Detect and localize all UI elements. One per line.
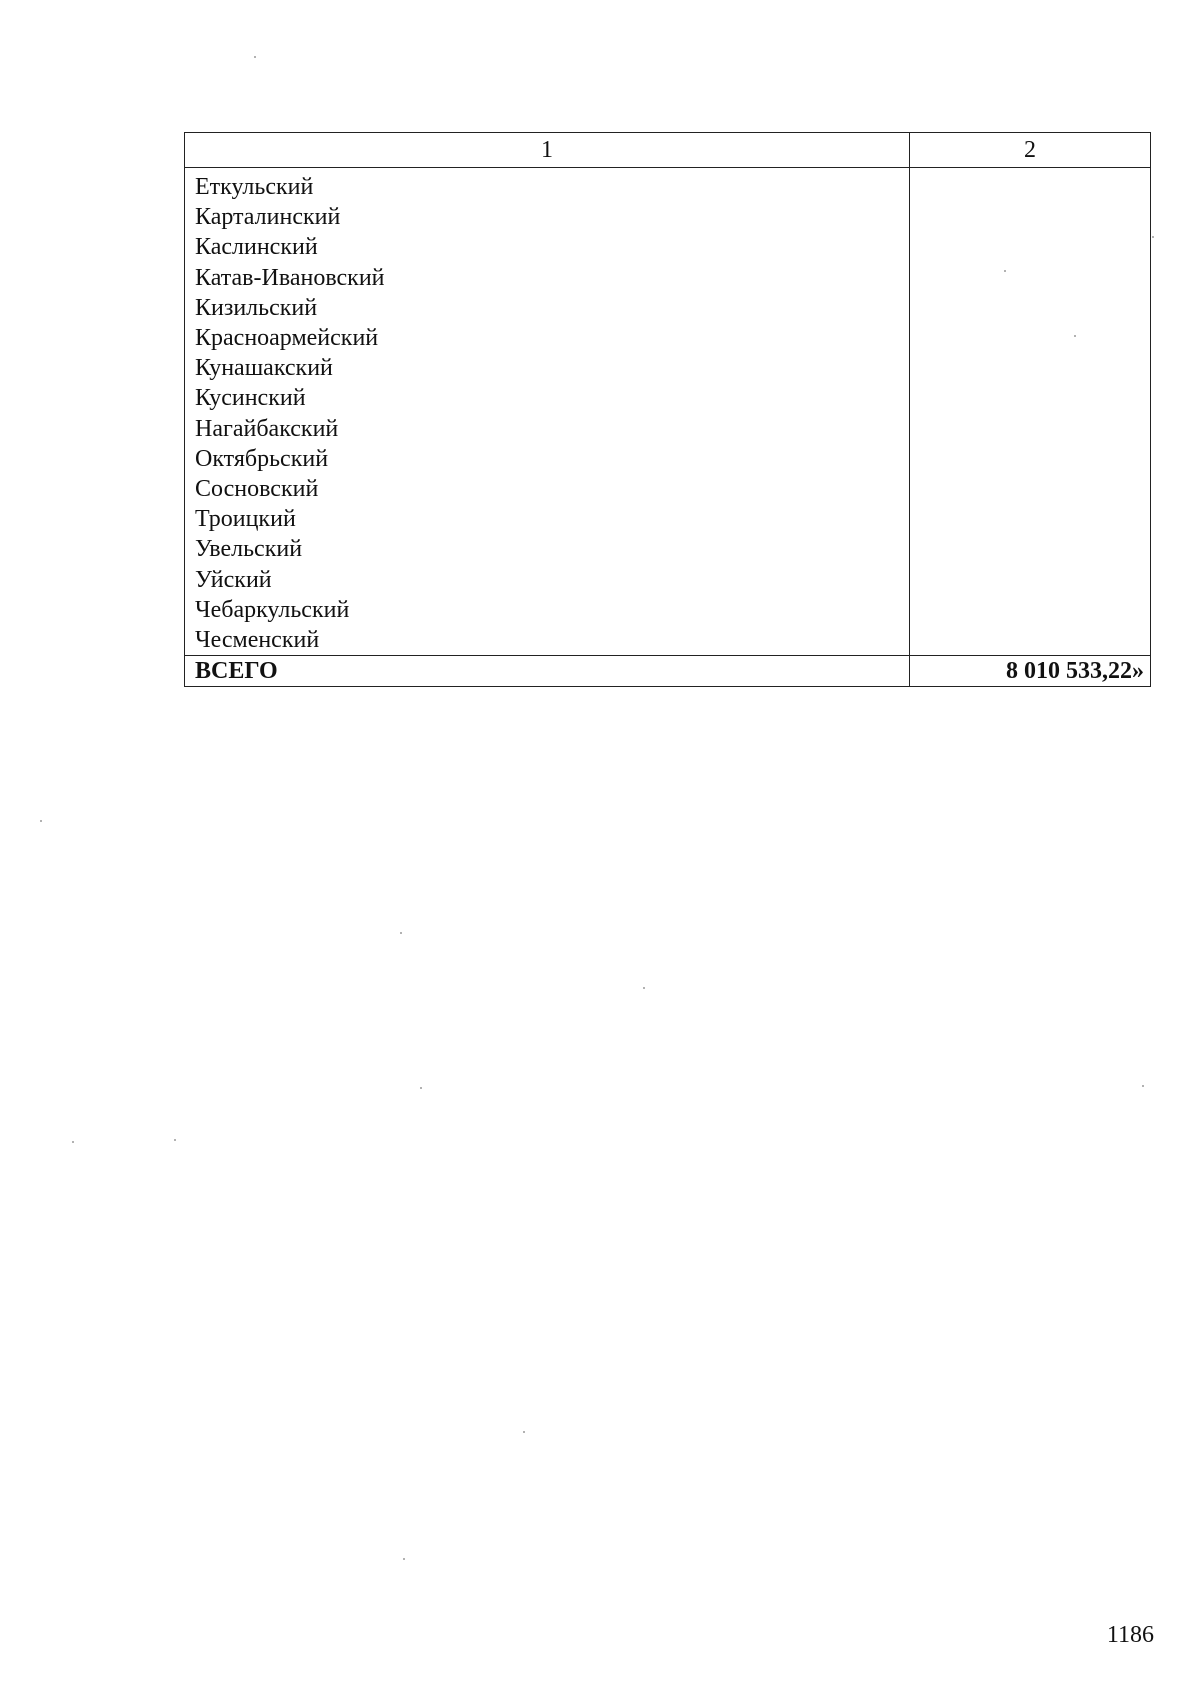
district-name: Кусинский — [195, 385, 306, 412]
scan-speck — [72, 1141, 74, 1143]
value-cell-empty — [910, 168, 1151, 656]
district-name: Кунашакский — [195, 355, 333, 382]
district-name: Катав-Ивановский — [195, 264, 385, 291]
district-name: Красноармейский — [195, 325, 379, 352]
district-name: Еткульский — [195, 174, 314, 200]
district-name: Кизильский — [195, 294, 318, 321]
scan-speck — [400, 932, 402, 934]
total-row — [185, 656, 1151, 687]
district-name: Сосновский — [195, 476, 319, 503]
district-name: Увельский — [195, 536, 303, 563]
scan-speck — [1074, 335, 1076, 337]
total-label: ВСЕГО — [185, 656, 910, 687]
district-name: Каслинский — [195, 234, 318, 261]
district-name: Чебаркульский — [195, 596, 350, 623]
district-name: Чесменский — [195, 627, 320, 654]
column-header-2: 2 — [910, 133, 1151, 168]
column-header-1: 1 — [185, 133, 910, 168]
scan-speck — [1152, 236, 1154, 238]
scan-speck — [174, 1139, 176, 1141]
district-name: Троицкий — [195, 506, 296, 533]
district-name: Нагайбакский — [195, 415, 339, 442]
scan-speck — [1004, 270, 1006, 272]
table-header-row — [185, 133, 1151, 168]
scan-speck — [254, 56, 256, 58]
districts-table — [184, 132, 1151, 687]
district-name: Карталинский — [195, 204, 341, 231]
district-list-cell — [185, 168, 910, 656]
scan-speck — [523, 1431, 525, 1433]
scan-speck — [643, 987, 645, 989]
total-value: 8 010 533,22» — [910, 656, 1151, 687]
scan-speck — [403, 1558, 405, 1560]
scan-speck — [40, 820, 42, 822]
scan-speck — [1142, 1085, 1144, 1087]
scan-speck — [420, 1087, 422, 1089]
page-number: 1186 — [1106, 1622, 1154, 1648]
table-row — [185, 168, 1151, 656]
district-name: Октябрьский — [195, 445, 329, 472]
district-name: Уйский — [195, 566, 272, 593]
